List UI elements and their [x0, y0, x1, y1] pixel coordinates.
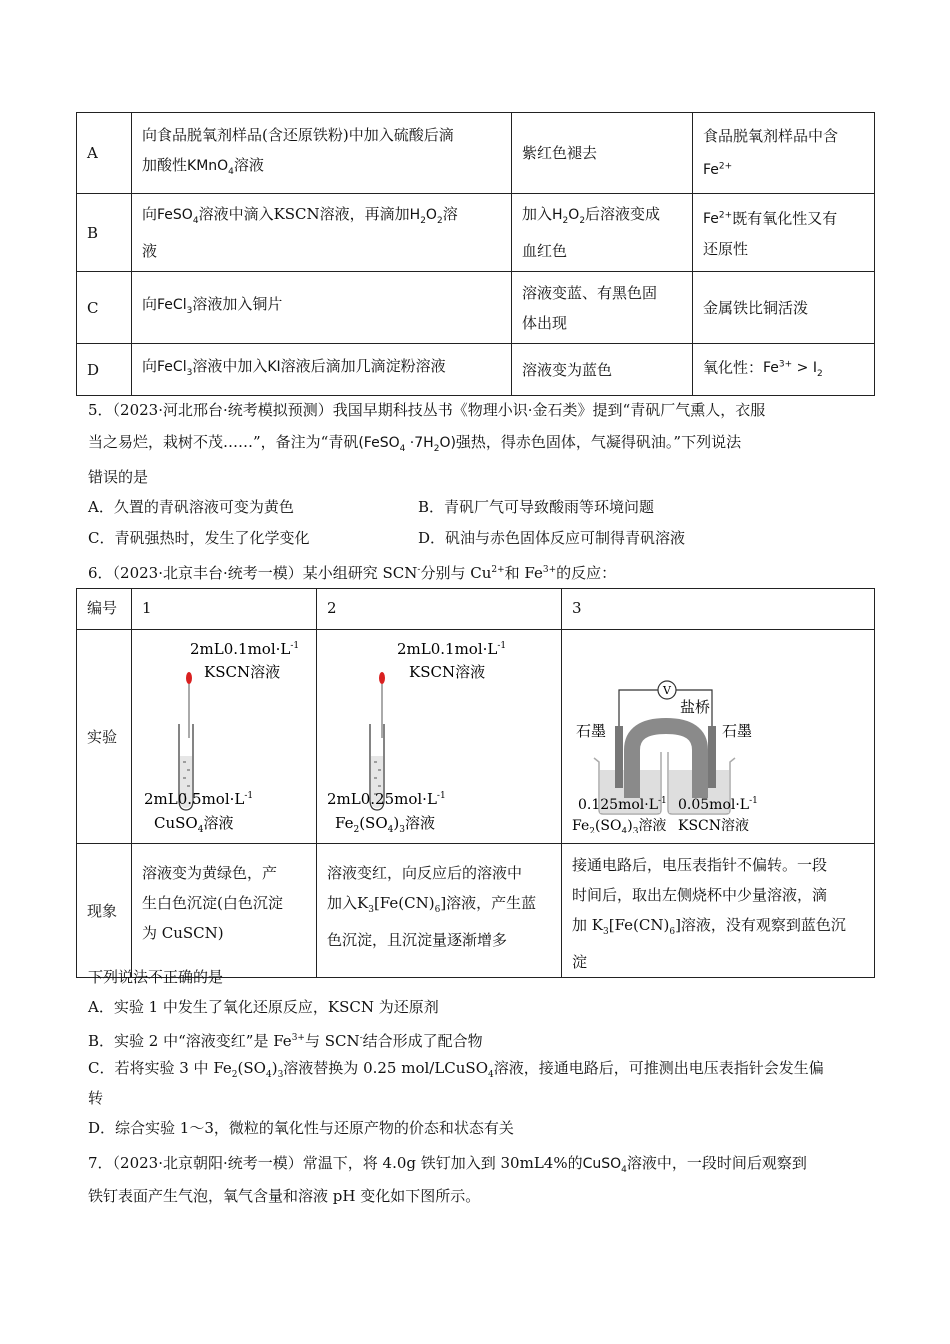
- operation-cell: [132, 344, 512, 396]
- phenomenon-text: 血红色: [522, 241, 568, 260]
- phenomenon-text: 体出现: [522, 313, 568, 332]
- phenomenon-text: 溶液变红，向反应后的溶液中: [327, 864, 523, 882]
- subscript: 3: [186, 305, 193, 316]
- formula-text: FeCl: [157, 359, 187, 376]
- phenomenon-1-cell: [132, 844, 317, 978]
- table-row: [77, 272, 875, 344]
- subscript: 4: [265, 1070, 272, 1080]
- voltmeter-icon: [658, 681, 676, 699]
- option-text: 与 SCN: [304, 1032, 360, 1050]
- question-text: 和 Fe: [504, 564, 543, 582]
- operation-text: 溶液中加入: [192, 357, 268, 376]
- salt-bridge-label: 盐桥: [680, 698, 711, 716]
- conclusion-text: 氧化性：: [703, 358, 764, 377]
- electrode-label: 石墨: [576, 722, 607, 740]
- formula-text: FeCl: [157, 297, 187, 314]
- formula: [409, 207, 443, 226]
- reagent-label: KSCN溶液: [409, 663, 486, 681]
- phenomenon-text: 溶液变蓝、有黑色固: [522, 283, 658, 302]
- phenomenon-text: 生白色沉淀(白色沉淀: [142, 894, 283, 912]
- ion-text: Fe: [703, 211, 719, 228]
- experiment-2-figure: [317, 630, 562, 833]
- option-b[interactable]: [88, 1023, 483, 1056]
- subscript: 3: [368, 905, 374, 915]
- option-a[interactable]: A．久置的青矾溶液可变为黄色: [88, 498, 294, 516]
- superscript: -: [359, 1033, 363, 1043]
- operation-text: 溶液后滴加几滴淀粉溶液: [280, 357, 446, 376]
- svg-text:V: V: [663, 684, 671, 697]
- question-6-stem: [88, 555, 616, 588]
- formula-text: O: [425, 207, 437, 224]
- row-label: C: [77, 272, 132, 344]
- subscript: 4: [228, 166, 234, 177]
- conclusion-cell: [693, 194, 875, 272]
- formula: [157, 297, 193, 316]
- phenomenon-text: 加 K: [572, 916, 603, 934]
- formula-text: (FeSO: [358, 435, 400, 451]
- phenomenon-3-cell: [562, 844, 875, 978]
- question-text: 分别与 Cu: [420, 564, 492, 582]
- formula-text: KI: [267, 359, 281, 376]
- conclusion-text: 既有氧化性又有: [732, 209, 838, 228]
- solution-label: $Fe_2(SO_4)_3$溶液: [335, 814, 435, 833]
- operation-text: 向: [142, 205, 158, 224]
- operation-text: 溶液: [233, 155, 264, 174]
- question-text: 的反应：: [556, 564, 617, 582]
- option-d[interactable]: D．综合实验 1～3，微粒的氧化性与还原产物的价态和状态有关: [88, 1119, 514, 1137]
- operation-text: 向: [142, 357, 158, 376]
- dropper-icon: [186, 672, 192, 738]
- subscript: 3: [277, 1070, 284, 1080]
- operation-text: 溶液加入铜片: [192, 295, 283, 314]
- formula-text: O): [439, 435, 456, 451]
- solution-label: $Fe_2(SO_4)_3$溶液: [572, 818, 667, 833]
- option-text: 结合形成了配合物: [362, 1032, 483, 1050]
- operation-text: 向: [142, 295, 158, 314]
- superscript: 3+: [542, 565, 557, 575]
- formula: [157, 359, 193, 378]
- reagent-label: $2mL0.1mol\cdot L^{-1}$: [397, 640, 507, 658]
- table-row: [77, 844, 875, 978]
- formula: [763, 359, 823, 380]
- reagent-label: KSCN溶液: [204, 663, 281, 681]
- superscript: 2+: [718, 210, 733, 221]
- subscript: 4: [488, 1070, 494, 1080]
- phenomenon-text: ]溶液，没有观察到蓝色沉: [675, 916, 846, 934]
- question-text: 溶液中，一段时间后观察到: [626, 1154, 807, 1172]
- row-label: B: [77, 194, 132, 272]
- experiment-1-figure: [132, 630, 317, 833]
- phenomenon-text: 溶液变为黄绿色，产: [142, 864, 278, 882]
- header-cell: 编号: [77, 589, 132, 630]
- formula: [187, 157, 234, 177]
- solution-label: $2mL0.25mol\cdot L^{-1}$: [327, 790, 446, 808]
- phenomenon-text: 加入: [522, 205, 553, 224]
- subscript: 2: [562, 215, 569, 226]
- option-c[interactable]: [88, 1053, 824, 1090]
- question-text: 7．（2023·北京朝阳·统考一模）常温下，将 4.0g 铁钉加入到 30mL4%的: [88, 1154, 583, 1172]
- table-header-row: [77, 589, 875, 630]
- table-row: [77, 344, 875, 396]
- subscript: 3: [602, 927, 609, 937]
- experiment-table-1: [76, 112, 875, 396]
- option-text: 溶液，接通电路后，可推测出电压表指针会发生偏: [493, 1059, 824, 1077]
- phenomenon-text: ]溶液，产生蓝: [440, 894, 537, 912]
- operation-text: 向食品脱氧剂样品(含还原铁粉)中加入硫酸后滴: [142, 125, 454, 144]
- ion-text: Fe: [763, 360, 779, 377]
- formula: [157, 207, 199, 226]
- row-label: 实验: [77, 630, 132, 844]
- phenomenon-cell: 紫红色褪去: [512, 113, 693, 194]
- conclusion-cell: [693, 344, 875, 396]
- option-text: C．若将实验 3 中 Fe: [88, 1059, 232, 1077]
- subscript: 4: [621, 1164, 627, 1175]
- operation-text: 液: [142, 241, 158, 260]
- formula: [358, 435, 456, 454]
- row-label: A: [77, 113, 132, 194]
- question-text: 6．（2023·北京丰台·统考一模）某小组研究 SCN: [88, 564, 418, 582]
- formula: [582, 1156, 627, 1175]
- experiment-3-figure: [562, 630, 875, 833]
- option-text: 溶液替换为 0.25 mol/LCuSO: [283, 1059, 489, 1077]
- question-5-line: [88, 427, 741, 464]
- phenomenon-cell: [512, 194, 693, 272]
- graphite-electrode-icon: [708, 726, 716, 788]
- conclusion-cell: [693, 113, 875, 194]
- experiment-2-cell: [317, 630, 562, 844]
- operation-cell: [132, 272, 512, 344]
- operation-text: 溶: [442, 205, 458, 224]
- phenomenon-text: 时间后，取出左侧烧杯中少量溶液，滴: [572, 886, 828, 904]
- superscript: 2+: [718, 161, 733, 172]
- option-c[interactable]: C．青矾强热时，发生了化学变化: [88, 529, 310, 547]
- operation-text: 加酸性: [142, 155, 188, 174]
- phenomenon-text: 后溶液变成: [585, 205, 661, 224]
- table-row: [77, 113, 875, 194]
- formula: [552, 207, 586, 226]
- graphite-electrode-icon: [615, 726, 623, 788]
- table-row: [77, 630, 875, 844]
- option-d[interactable]: D．矾油与赤色固体反应可制得青矾溶液: [418, 529, 686, 547]
- header-cell: 2: [317, 589, 562, 630]
- ion-text: Fe: [703, 161, 719, 178]
- question-5-line: 5．（2023·河北邢台·统考模拟预测）我国早期科技丛书《物理小识·金石类》提到“青矾厂气熏人，衣服: [88, 401, 766, 419]
- conclusion-text: 食品脱氧剂样品中含: [703, 127, 839, 146]
- comparison-symbol: >: [796, 360, 809, 377]
- option-a[interactable]: A．实验 1 中发生了氧化还原反应，KSCN 为还原剂: [88, 998, 439, 1016]
- question-text: 当之易烂，栽树不茂……”，备注为“青矾: [88, 433, 359, 451]
- formula-text: CuSO: [582, 1156, 622, 1172]
- reagent-label: $2mL0.1mol\cdot L^{-1}$: [190, 640, 300, 658]
- subscript: 2: [433, 443, 440, 454]
- subscript: 2: [436, 215, 443, 226]
- solution-label: $0.125mol\cdot L^{-1}$: [578, 796, 667, 813]
- header-cell: 3: [562, 589, 875, 630]
- option-text: B．实验 2 中“溶液变红”是 Fe: [88, 1032, 292, 1050]
- experiment-1-cell: [132, 630, 317, 844]
- option-c-continuation: 转: [88, 1089, 104, 1107]
- subscript: 6: [669, 927, 676, 937]
- phenomenon-text: [Fe(CN): [608, 916, 670, 934]
- phenomenon-text: 色沉淀，且沉淀量逐渐增多: [327, 931, 508, 949]
- formula-text: O: [568, 207, 580, 224]
- phenomenon-text: 接通电路后，电压表指针不偏转。一段: [572, 856, 828, 874]
- question-6-prompt: 下列说法不正确的是: [88, 968, 224, 986]
- option-text: ): [271, 1059, 278, 1077]
- phenomenon-cell: 溶液变为蓝色: [512, 344, 693, 396]
- question-7-line: 铁钉表面产生气泡，氧气含量和溶液 pH 变化如下图所示。: [88, 1187, 481, 1205]
- table-row: [77, 194, 875, 272]
- question-7-line: [88, 1148, 807, 1185]
- subscript: 2: [420, 215, 426, 226]
- operation-text: 溶液中滴入KSCN溶液，再滴加: [198, 205, 410, 224]
- solution-label: CuSO$_4$溶液: [154, 814, 234, 833]
- header-cell: 1: [132, 589, 317, 630]
- option-text: (SO: [237, 1059, 266, 1077]
- solution-label: KSCN溶液: [678, 818, 750, 833]
- operation-cell: [132, 113, 512, 194]
- conclusion-cell: 金属铁比铜活泼: [693, 272, 875, 344]
- phenomenon-text: 加入K: [327, 894, 369, 912]
- ion: [703, 211, 732, 227]
- row-label: 现象: [77, 844, 132, 978]
- superscript: 3+: [291, 1033, 305, 1043]
- phenomenon-cell: [512, 272, 693, 344]
- subscript: 2: [231, 1070, 238, 1080]
- row-label: D: [77, 344, 132, 396]
- option-b[interactable]: B．青矾厂气可导致酸雨等环境问题: [418, 498, 655, 516]
- phenomenon-text: 为 CuSCN): [142, 924, 224, 942]
- formula-text: FeSO: [157, 207, 193, 224]
- phenomenon-2-cell: [317, 844, 562, 978]
- solution-label: $0.05mol\cdot L^{-1}$: [678, 796, 758, 813]
- formula-text: ·7H: [405, 435, 434, 451]
- conclusion-text: 还原性: [703, 240, 749, 259]
- subscript: 2: [816, 369, 823, 380]
- experiment-table-2: [76, 588, 875, 978]
- formula-text: I: [812, 360, 817, 377]
- formula-text: H: [552, 207, 563, 224]
- superscript: -: [417, 565, 421, 575]
- subscript: 6: [434, 905, 441, 915]
- phenomenon-text: 淀: [572, 953, 588, 971]
- solution-label: $2mL0.5mol\cdot L^{-1}$: [144, 790, 254, 808]
- ion: [703, 162, 732, 178]
- subscript: 4: [192, 215, 199, 226]
- phenomenon-text: [Fe(CN): [373, 894, 435, 912]
- operation-cell: [132, 194, 512, 272]
- experiment-3-cell: [562, 630, 875, 844]
- subscript: 2: [579, 215, 586, 226]
- superscript: 3+: [778, 359, 793, 370]
- electrode-label: 石墨: [722, 722, 753, 740]
- question-5-line: 错误的是: [88, 468, 149, 486]
- question-text: 强热，得赤色固体，气凝得矾油。”下列说法: [455, 433, 742, 451]
- superscript: 2+: [491, 565, 505, 575]
- subscript: 4: [399, 443, 406, 454]
- formula-text: KMnO: [187, 157, 229, 174]
- formula-text: H: [409, 207, 421, 224]
- subscript: 3: [186, 367, 193, 378]
